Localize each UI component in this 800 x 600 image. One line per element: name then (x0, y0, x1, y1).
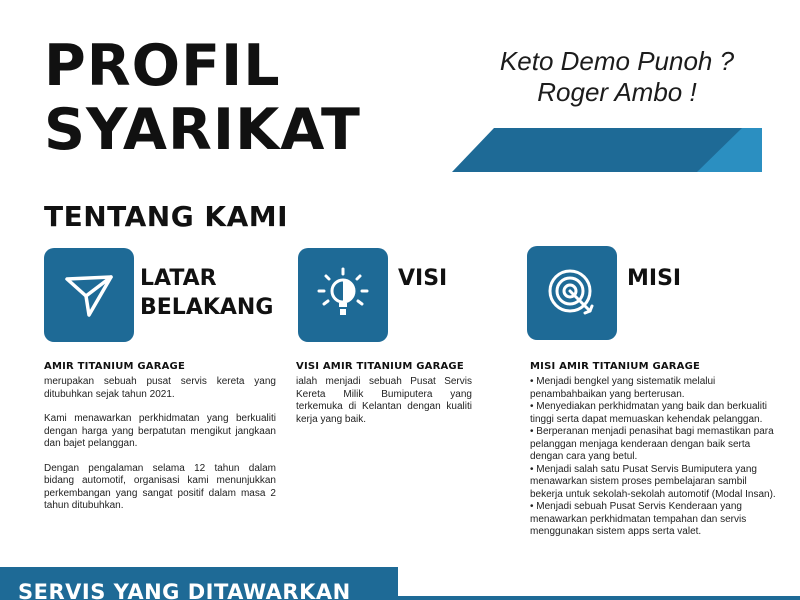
tagline (462, 46, 772, 108)
vision-icon-box (298, 248, 388, 342)
card-title-background (140, 264, 273, 322)
tagline-line-1: Keto Demo Punoh ? (499, 46, 735, 76)
paragraph: Kami menawarkan perkhidmatan yang berkualiti dengan harga yang berpatutan mengikut jangkaan dan bajet pelanggan. (44, 413, 276, 449)
card-title-vision: VISI (398, 266, 448, 291)
title-line-1: PROFIL (44, 33, 281, 99)
card-title-mission: MISI (627, 266, 682, 291)
list-item: • Berperanan menjadi penasihat bagi memastikan para pelanggan menjaga kenderaan dengan baik serta dengan cara yang betul. (530, 426, 774, 462)
title-line-2: SYARIKAT (44, 97, 361, 163)
list-item: • Menjadi bengkel yang sistematik melalui penambahbaikan yang berterusan. (530, 376, 716, 400)
tagline-line-2: Roger Ambo ! (537, 77, 697, 107)
decorative-banner (452, 128, 762, 172)
lightbulb-icon (313, 265, 373, 325)
mission-list (530, 376, 778, 539)
background-icon-box (44, 248, 134, 342)
paragraph: Dengan pengalaman selama 12 tahun dalam bidang automotif, organisasi kami menunjukkan perkembangan yang sangat positif dalam masa 2 tahun ditubuhkan. (44, 462, 276, 511)
card-title-line-2: BELAKANG (140, 295, 274, 320)
background-body (44, 376, 276, 525)
background-subheading: AMIR TITANIUM GARAGE (44, 361, 185, 372)
mission-icon-box (527, 246, 617, 340)
list-item: • Menjadi sebuah Pusat Servis Kenderaan yang menawarkan perkhidmatan tempahan dan servis menggunakan sistem apps serta valet. (530, 501, 747, 537)
vision-body (296, 376, 472, 438)
paragraph: merupakan sebuah pusat servis kereta yang ditubuhkan sejak tahun 2021. (44, 376, 276, 400)
page-title (44, 34, 361, 162)
mission-body (530, 376, 778, 539)
card-title-line-1: LATAR (140, 266, 217, 291)
footer-divider (398, 596, 800, 600)
section-heading-about: TENTANG KAMI (44, 200, 289, 233)
list-item: • Menjadi salah satu Pusat Servis Bumiputera yang menawarkan sistem proses pembelajaran sambil bekerja untuk sekolah-sekolah automotif (Modal Insan). (530, 463, 776, 500)
mission-subheading: MISI AMIR TITANIUM GARAGE (530, 361, 701, 372)
vision-subheading: VISI AMIR TITANIUM GARAGE (296, 361, 464, 372)
paragraph: ialah menjadi sebuah Pusat Servis Kereta Milik Bumiputera yang terkemuka di Kelantan dengan kualiti kerja yang baik. (296, 376, 472, 425)
paper-plane-icon (61, 267, 117, 323)
list-item: • Menyediakan perkhidmatan yang baik dan berkualiti tinggi serta dapat memuaskan kehendak pelanggan. (530, 401, 767, 425)
target-icon (542, 263, 602, 323)
footer-heading: SERVIS YANG DITAWARKAN (18, 580, 351, 600)
